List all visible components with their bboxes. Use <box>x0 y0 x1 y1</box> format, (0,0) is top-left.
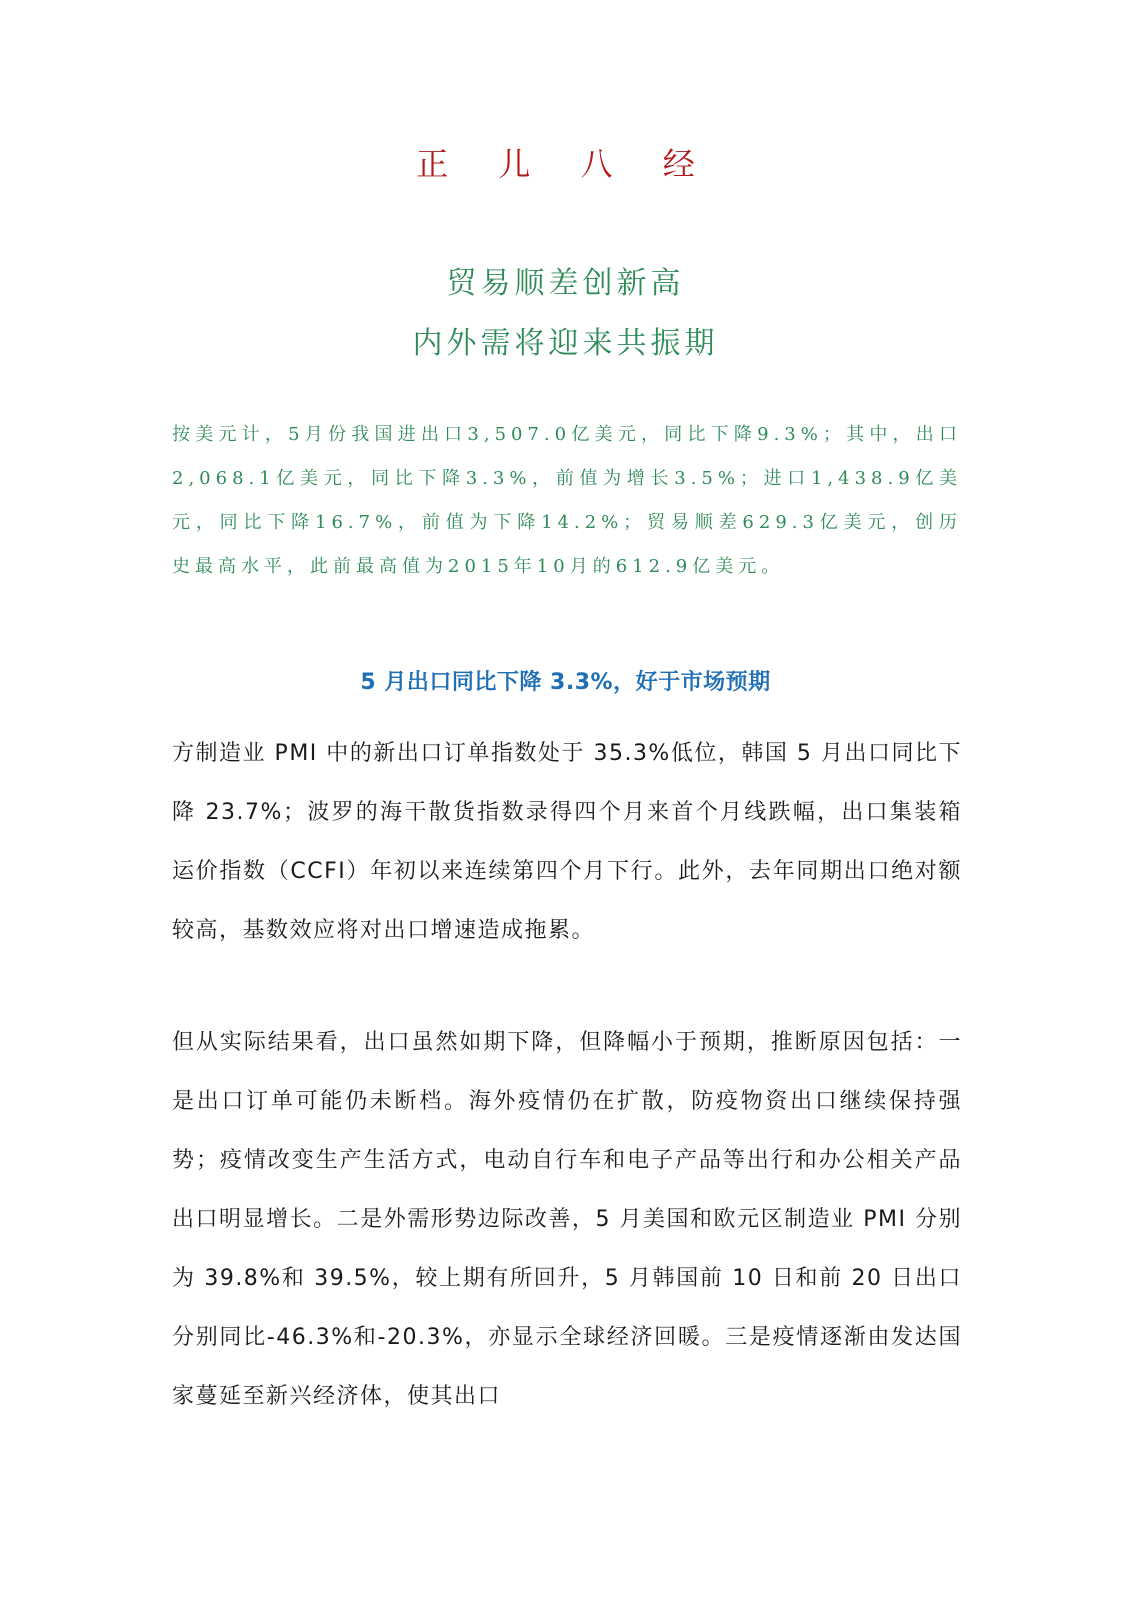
body-paragraph-2: 但从实际结果看，出口虽然如期下降，但降幅小于预期，推断原因包括：一是出口订单可能仍未断档。海外疫情仍在扩散，防疫物资出口继续保持强势；疫情改变生产生活方式，电动自行车和电子产品等出行和办公相关产品出口明显增长。二是外需形势边际改善，5 月美国和欧元区制造业 PMI 分别为 39.8%和 39.5%，较上期有所回升，5 月韩国前 10 日和前 20 日出口分别同比-46.3%和-20.3%，亦显示全球经济回暖。三是疫情逐渐由发达国家蔓延至新兴经济体，使其出口 <box>172 1030 962 1409</box>
headline-line-1: 贸易顺差创新高 <box>446 266 685 301</box>
headline-line-2: 内外需将迎来共振期 <box>412 326 719 361</box>
section-heading: 5 月出口同比下降 3.3%，好于市场预期 <box>360 670 771 695</box>
column-title: 正 儿 八 经 <box>416 145 715 183</box>
summary-paragraph: 按美元计，5月份我国进出口3,507.0亿美元，同比下降9.3%；其中，出口2,068.1亿美元，同比下降3.3%，前值为增长3.5%；进口1,438.9亿美元，同比下降16.7%，前值为下降14.2%；贸易顺差629.3亿美元，创历史最高水平，此前最高值为2015年10月的612.9亿美元。 <box>172 424 962 577</box>
body-paragraph-1: 方制造业 PMI 中的新出口订单指数处于 35.3%低位，韩国 5 月出口同比下降 23.7%；波罗的海干散货指数录得四个月来首个月线跌幅，出口集装箱运价指数（CCFI）年初以来连续第四个月下行。此外，去年同期出口绝对额较高，基数效应将对出口增速造成拖累。 <box>172 741 962 943</box>
